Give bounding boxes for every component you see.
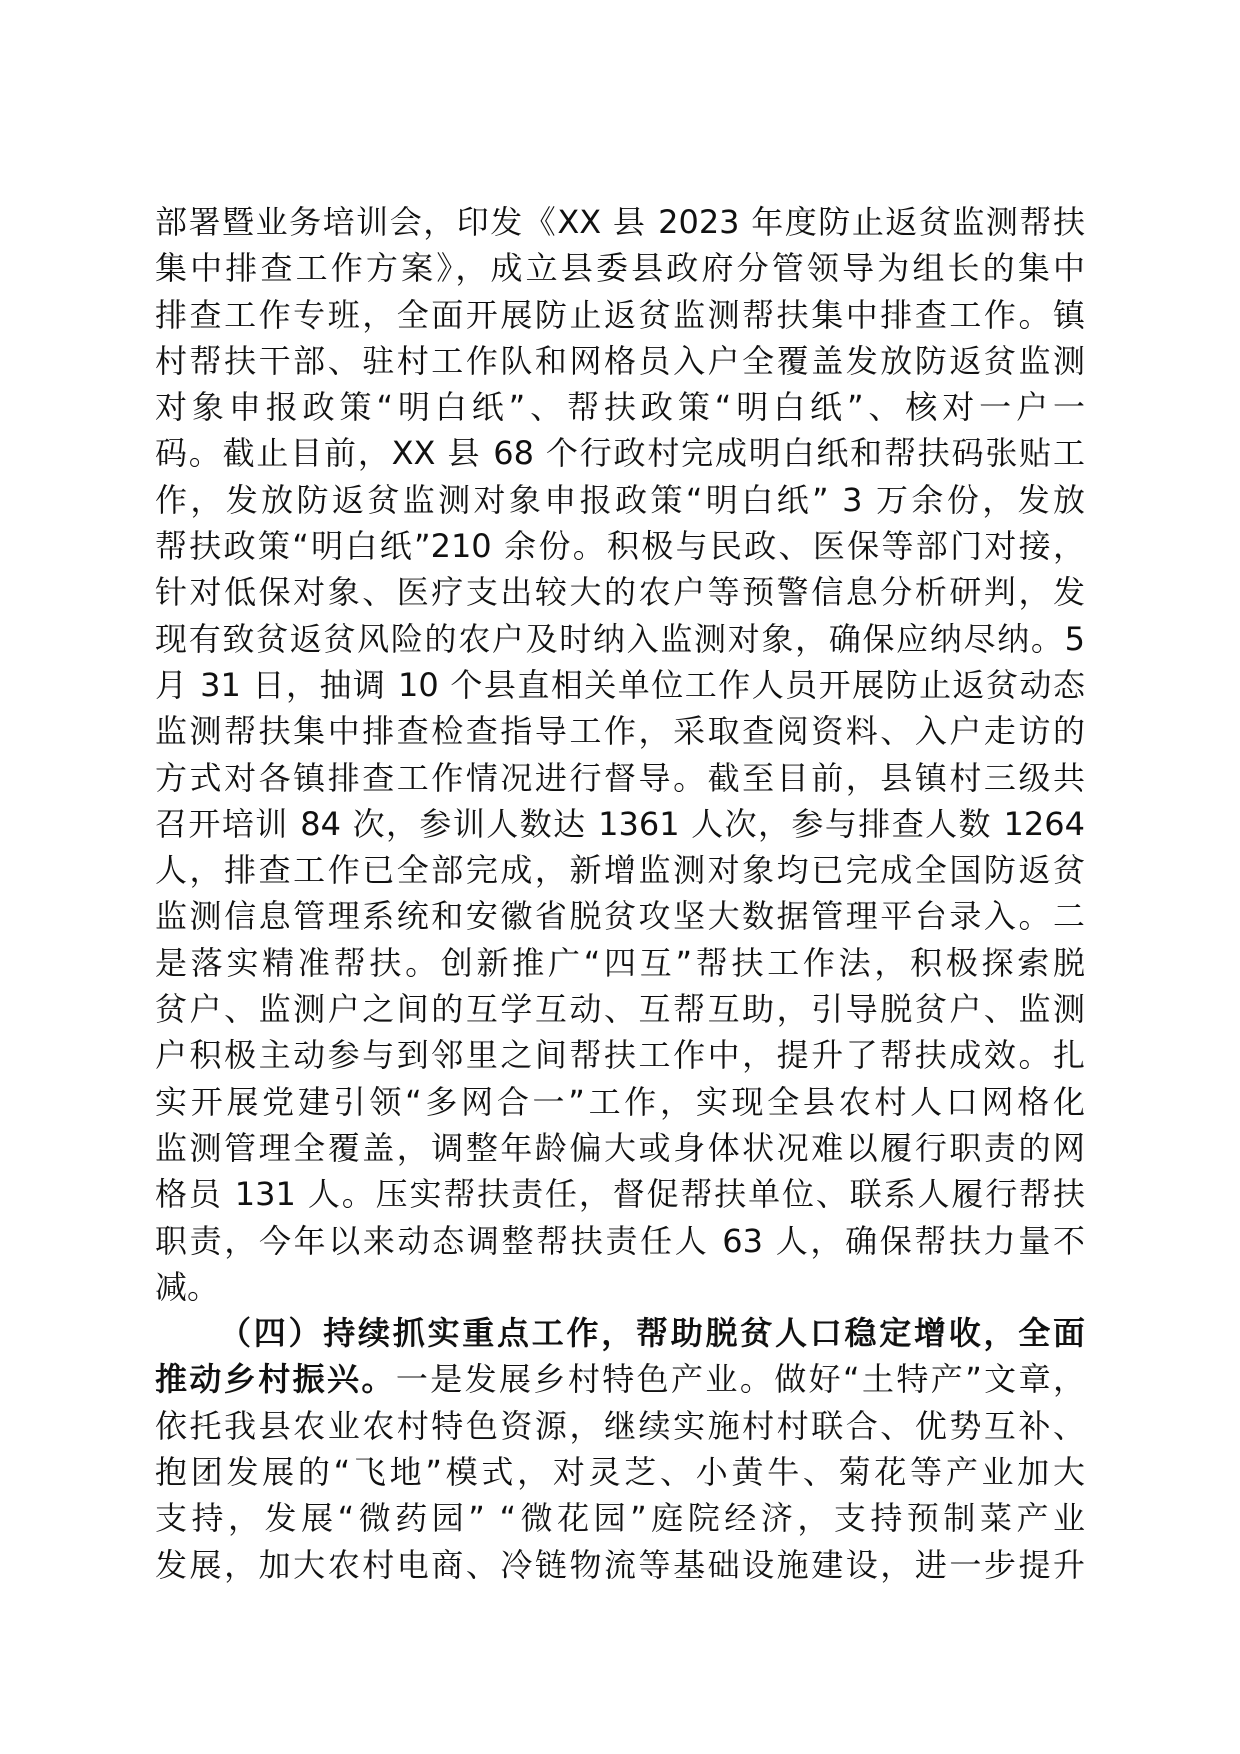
paragraph-line: 召开培训 84 次，参训人数达 1361 人次，参与排查人数 1264 <box>155 804 1085 843</box>
section-text: 一是发展乡村特色产业。做好“土特产”文章， <box>395 1360 1085 1399</box>
paragraph-line: 实开展党建引领“多网合一”工作，实现全县农村人口网格化 <box>155 1082 1085 1121</box>
section-heading-continuation <box>155 1356 1085 1402</box>
paragraph-line: 是落实精准帮扶。创新推广“四互”帮扶工作法，积极探索脱 <box>155 943 1085 982</box>
paragraph-line: 抱团发展的“飞地”模式，对灵芝、小黄牛、菊花等产业加大 <box>155 1453 1085 1492</box>
paragraph-line: 户积极主动参与到邻里之间帮扶工作中，提升了帮扶成效。扎 <box>155 1036 1085 1075</box>
paragraph-line: 现有致贫返贫风险的农户及时纳入监测对象，确保应纳尽纳。5 <box>155 619 1085 658</box>
paragraph-line: 排查工作专班，全面开展防止返贫监测帮扶集中排查工作。镇 <box>155 295 1085 334</box>
paragraph-line: 人，排查工作已全部完成，新增监测对象均已完成全国防返贫 <box>155 851 1085 890</box>
paragraph-line: 支持，发展“微药园” “微花园”庭院经济，支持预制菜产业 <box>155 1499 1085 1538</box>
paragraph-line: 帮扶政策“明白纸”210 余份。积极与民政、医保等部门对接， <box>155 527 1085 566</box>
paragraph-line: 集中排查工作方案》，成立县委县政府分管领导为组长的集中 <box>155 249 1085 288</box>
paragraph-line: 方式对各镇排查工作情况进行督导。截至目前，县镇村三级共 <box>155 758 1085 797</box>
paragraph-line: 减。 <box>155 1267 220 1306</box>
section-heading-tail: 推动乡村振兴。 <box>155 1360 396 1399</box>
paragraph-line: 依托我县农业农村特色资源，继续实施村村联合、优势互补、 <box>155 1406 1085 1445</box>
document-body <box>155 199 1085 1588</box>
paragraph-line: 村帮扶干部、驻村工作队和网格员入户全覆盖发放防返贫监测 <box>155 341 1085 380</box>
paragraph-line: 职责，今年以来动态调整帮扶责任人 63 人，确保帮扶力量不 <box>155 1221 1085 1260</box>
paragraph-line: 格员 131 人。压实帮扶责任，督促帮扶单位、联系人履行帮扶 <box>155 1175 1085 1214</box>
paragraph-line: 监测信息管理系统和安徽省脱贫攻坚大数据管理平台录入。二 <box>155 897 1085 936</box>
paragraph-line: 码。截止目前，XX 县 68 个行政村完成明白纸和帮扶码张贴工 <box>155 434 1085 473</box>
paragraph-line: 监测管理全覆盖，调整年龄偏大或身体状况难以履行职责的网 <box>155 1128 1085 1167</box>
section-heading: （四）持续抓实重点工作，帮助脱贫人口稳定增收，全面 <box>219 1314 1085 1353</box>
paragraph-line: 对象申报政策“明白纸”、帮扶政策“明白纸”、核对一户一 <box>155 388 1085 427</box>
paragraph-line: 监测帮扶集中排查检查指导工作，采取查阅资料、入户走访的 <box>155 712 1085 751</box>
paragraph-line: 部署暨业务培训会，印发《XX 县 2023 年度防止返贫监测帮扶 <box>155 203 1085 241</box>
paragraph-line: 作，发放防返贫监测对象申报政策“明白纸” 3 万余份，发放 <box>155 480 1085 519</box>
paragraph-line: 贫户、监测户之间的互学互动、互帮互助，引导脱贫户、监测 <box>155 990 1085 1029</box>
paragraph-line: 发展，加大农村电商、冷链物流等基础设施建设，进一步提升 <box>155 1545 1085 1584</box>
paragraph-line: 针对低保对象、医疗支出较大的农户等预警信息分析研判，发 <box>155 573 1085 612</box>
paragraph-line: 月 31 日，抽调 10 个县直相关单位工作人员开展防止返贫动态 <box>155 665 1085 704</box>
